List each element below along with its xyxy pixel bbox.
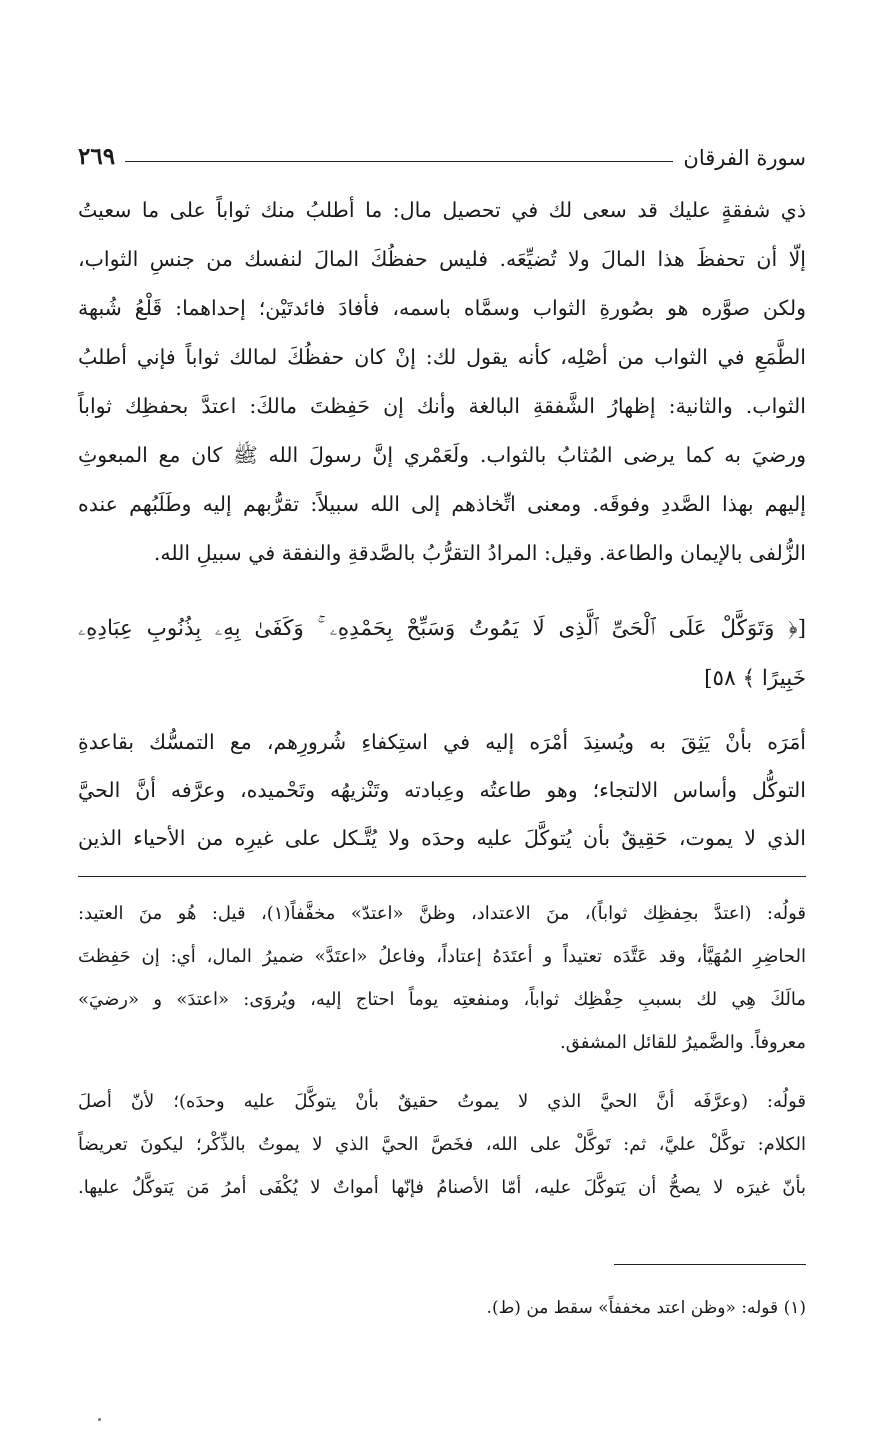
gloss-line: قولُه: (اعتدَّ بحِفظِك ثواباً)، منَ الاعتداد، وظنَّ «اعتدّ» مخفَّفاً(١)، قيل: هُو منَ العتيد: <box>78 903 806 924</box>
text-line: الطَّمَعِ في الثواب من أصْلِه، كأنه يقول لك: إنْ كان حفظُكَ لمالك ثواباً فإني أطلبُ <box>78 345 806 369</box>
surah-title: سورة الفرقان <box>683 146 806 170</box>
text-line: الذي لا يموت، حَقِيقٌ بأن يُتوكَّلَ عليه وحدَه ولا يُتَّـكل على غيرِه من الأحياء الذين <box>78 826 806 850</box>
text-line: الزُّلفى بالإيمان والطاعة. وقيل: المرادُ التقرُّبُ بالصَّدقةِ والنفقة في سبيلِ الله. <box>153 541 806 565</box>
header-rule <box>125 161 673 162</box>
footnote-separator <box>78 876 806 877</box>
gloss-line: مالَكَ هِي لك بسببِ حِفْظِك ثواباً، ومنفعتِه يوماً احتاج إليه، ويُروَى: «اعتدَ» و «رضيَ» <box>78 989 806 1010</box>
gloss-line: الحاضِرِ المُهَيَّأ، وقد عَتَّدَه تعتيداً و أعتَدَهُ إعتاداً، وفاعلُ «اعتَدَّ» ضميرُ المال، أي: إن حَفِظتَ <box>78 946 806 967</box>
text-line: ورضيَ به كما يرضى المُثابُ بالثواب. ولَعَمْري إنَّ رسولَ الله ﷺ كان مع المبعوثِ <box>78 443 806 467</box>
gloss-line: بأنّ غيرَه لا يصحُّ أن يَتوكَّلَ عليه، أمّا الأصنامُ فإنّها أمواتٌ لا يُكْفَى أمرُ مَن يَتوكَّلُ عليها. <box>78 1177 806 1198</box>
text-line: ولكن صوَّره هو بصُورةِ الثواب وسمَّاه باسمه، فأفادَ فائدتَيْن؛ إحداهما: قَلْعُ شُبهة <box>78 296 806 320</box>
text-line: أمَرَه بأنْ يَثِقَ به ويُسنِدَ أمْرَه إليه في استِكفاءِ شُرورِهم، مع التمسُّك بقاعدةِ <box>78 730 806 754</box>
page-number: ٢٦٩ <box>78 143 116 170</box>
margin-note-text: (١) قوله: «وظن اعتد مخففاً» سقط من (ط). <box>486 1298 806 1318</box>
print-speck <box>98 1418 101 1421</box>
gloss-1 <box>78 892 806 1064</box>
commentary-text <box>78 718 806 862</box>
main-text <box>78 186 806 578</box>
gloss-line: قولُه: (وعرَّفَه أنَّ الحيَّ الذي لا يموتُ حقيقٌ بأنْ يتوكَّلَ عليه وحدَه)؛ لأنّ أصلَ <box>78 1091 806 1112</box>
text-line: التوكُّل وأساس الالتجاء؛ وهو طاعتُه وعِبادته وتَنْزيهُه وتَحْميده، وعرَّفه أنَّ الحيَّ <box>78 778 806 802</box>
text-line: إلّا أن تحفظَ هذا المالَ ولا تُضيِّعَه. فليس حفظُكَ المالَ لنفسك من جنسِ الثواب، <box>78 247 806 271</box>
text-line: إليهم بهذا الصَّددِ وفوقَه. ومعنى اتِّخاذهم إلى الله سبيلاً: تقرُّبهم إليه وطَلَبُهم عنده <box>78 492 806 516</box>
gloss-line: الكلام: توكَّلْ عليَّ، ثم: تَوكَّلْ على الله، فخَصَّ الحيَّ الذي لا يموتُ بالذِّكْر؛ ليكونَ تعريضاً <box>78 1134 806 1155</box>
quran-verse <box>78 604 806 704</box>
verse-line: خَبِيرًا ﴾ ٥٨] <box>704 666 806 691</box>
text-line: ذي شفقةٍ عليك قد سعى لك في تحصيل مال: ما أطلبُ منك ثواباً على ما سعيتُ <box>78 198 806 222</box>
text-line: الثواب. والثانية: إظهارُ الشَّفقةِ البالغة وأنك إن حَفِظتَ مالكَ: اعتدَّ بحفظِك ثواباً <box>78 394 806 418</box>
page-header <box>78 134 806 170</box>
gloss-2 <box>78 1080 806 1209</box>
margin-note <box>78 1290 806 1326</box>
verse-line: [﴿ وَتَوَكَّلْ عَلَى ٱلْحَىِّ ٱلَّذِى لَا يَمُوتُ وَسَبِّحْ بِحَمْدِهِۦ ۚ وَكَفَىٰ بِهِۦ بِذُنُوبِ عِبَادِهِۦ <box>78 616 806 641</box>
margin-note-separator <box>614 1264 806 1265</box>
gloss-line: معروفاً. والضَّميرُ للقائل المشفق. <box>560 1032 806 1053</box>
